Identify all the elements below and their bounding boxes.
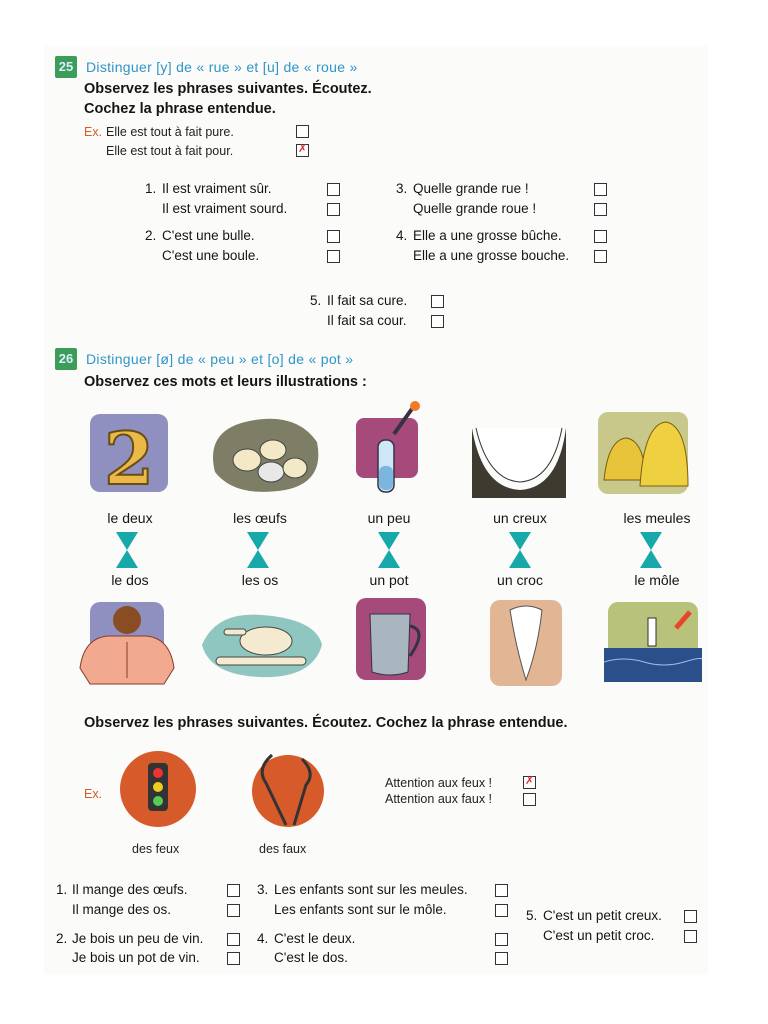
example-label: Ex. [84, 787, 103, 801]
traffic-light-illustration [118, 749, 198, 829]
checkbox[interactable] [327, 203, 340, 216]
instruction-line-1: Observez les phrases suivantes. Écoutez. [84, 81, 372, 97]
sentence-a: Il mange des œufs. [72, 882, 188, 897]
exercise-number-badge: 25 [55, 56, 77, 78]
sentence-b: Je bois un pot de vin. [72, 950, 200, 965]
word-label: les meules [623, 510, 691, 526]
jetty-lighthouse-illustration [604, 600, 702, 684]
example-sentence-1: Attention aux feux ! [385, 776, 493, 790]
fang-illustration [488, 598, 564, 688]
word-label: un pot [369, 572, 409, 588]
pitcher-illustration [354, 596, 434, 682]
hourglass-icon [640, 532, 662, 568]
item-number: 2. [145, 228, 157, 243]
instruction-line-2: Cochez la phrase entendue. [84, 101, 276, 117]
checkbox[interactable] [594, 230, 607, 243]
sentence-b: Il mange des os. [72, 902, 172, 917]
eggs-illustration [205, 412, 323, 494]
checkbox[interactable] [227, 933, 240, 946]
hourglass-icon [247, 532, 269, 568]
checkbox[interactable] [495, 904, 508, 917]
example-checkbox-1[interactable] [296, 125, 309, 138]
item-number: 3. [396, 181, 408, 196]
word-label: un creux [493, 510, 547, 526]
svg-text:2: 2 [103, 416, 155, 494]
sentence-b: Quelle grande roue ! [413, 201, 537, 216]
example-checkbox-2[interactable] [523, 793, 536, 806]
sentence-b: Il est vraiment sourd. [162, 201, 288, 216]
checkbox[interactable] [684, 910, 697, 923]
word-label: un peu [367, 510, 411, 526]
word-label: les os [241, 572, 279, 588]
exercise-title: Distinguer [y] de « rue » et [u] de « roue » [86, 59, 358, 75]
example-sentence-2: Attention aux faux ! [385, 792, 493, 806]
sentence-a: Il est vraiment sûr. [162, 181, 272, 196]
caption-left: des feux [132, 842, 180, 856]
sentence-b: Les enfants sont sur le môle. [274, 902, 447, 917]
checkbox[interactable] [431, 295, 444, 308]
word-label: le môle [634, 572, 680, 588]
example-sentence-1: Elle est tout à fait pure. [106, 125, 234, 139]
checkbox[interactable] [327, 183, 340, 196]
sentence-a: Je bois un peu de vin. [72, 931, 204, 946]
checkbox[interactable] [327, 230, 340, 243]
exercise-number-badge: 26 [55, 348, 77, 370]
sentence-a: Quelle grande rue ! [413, 181, 529, 196]
item-number: 5. [310, 293, 322, 308]
checkbox[interactable] [594, 203, 607, 216]
checkbox[interactable] [594, 183, 607, 196]
sentence-b: Il fait sa cour. [327, 313, 407, 328]
word-label: un croc [497, 572, 543, 588]
checkbox[interactable] [327, 250, 340, 263]
sentence-a: Il fait sa cure. [327, 293, 408, 308]
checkbox[interactable] [594, 250, 607, 263]
checkbox[interactable] [495, 952, 508, 965]
item-number: 3. [257, 882, 269, 897]
instruction-line: Observez ces mots et leurs illustrations : [84, 374, 367, 390]
instruction-line-2: Observez les phrases suivantes. Écoutez. Cochez la phrase entendue. [84, 715, 568, 731]
sentence-a: Elle a une grosse bûche. [413, 228, 562, 243]
number-two-illustration [88, 412, 170, 494]
scythes-illustration [246, 749, 326, 829]
sentence-b: C'est le dos. [274, 950, 348, 965]
checkbox[interactable] [684, 930, 697, 943]
hollow-ground-illustration [472, 418, 568, 498]
item-number: 1. [56, 882, 68, 897]
item-number: 1. [145, 181, 157, 196]
sentence-a: C'est une bulle. [162, 228, 255, 243]
caption-right: des faux [259, 842, 307, 856]
back-illustration [74, 598, 180, 688]
sentence-b: C'est une boule. [162, 248, 260, 263]
hourglass-icon [116, 532, 138, 568]
item-number: 5. [526, 908, 538, 923]
sentence-a: Les enfants sont sur les meules. [274, 882, 468, 897]
example-checkbox-2-checked[interactable] [296, 144, 309, 157]
example-label: Ex. [84, 125, 103, 139]
checkbox[interactable] [227, 952, 240, 965]
item-number: 4. [257, 931, 269, 946]
hourglass-icon [378, 532, 400, 568]
sentence-b: Elle a une grosse bouche. [413, 248, 570, 263]
word-label: le deux [107, 510, 153, 526]
checkbox[interactable] [431, 315, 444, 328]
exercise-title: Distinguer [ø] de « peu » et [o] de « pot » [86, 351, 354, 367]
sentence-a: C'est le deux. [274, 931, 356, 946]
bones-illustration [196, 605, 326, 683]
haystacks-illustration [596, 410, 690, 496]
checkbox[interactable] [495, 884, 508, 897]
checkbox[interactable] [227, 884, 240, 897]
example-checkbox-1-checked[interactable] [523, 776, 536, 789]
item-number: 4. [396, 228, 408, 243]
hourglass-icon [509, 532, 531, 568]
sentence-a: C'est un petit creux. [543, 908, 662, 923]
checkbox[interactable] [227, 904, 240, 917]
item-number: 2. [56, 931, 68, 946]
pipette-tube-illustration [354, 400, 422, 496]
checkbox[interactable] [495, 933, 508, 946]
sentence-b: C'est un petit croc. [543, 928, 655, 943]
word-label: le dos [111, 572, 149, 588]
example-sentence-2: Elle est tout à fait pour. [106, 144, 234, 158]
word-label: les œufs [233, 510, 287, 526]
